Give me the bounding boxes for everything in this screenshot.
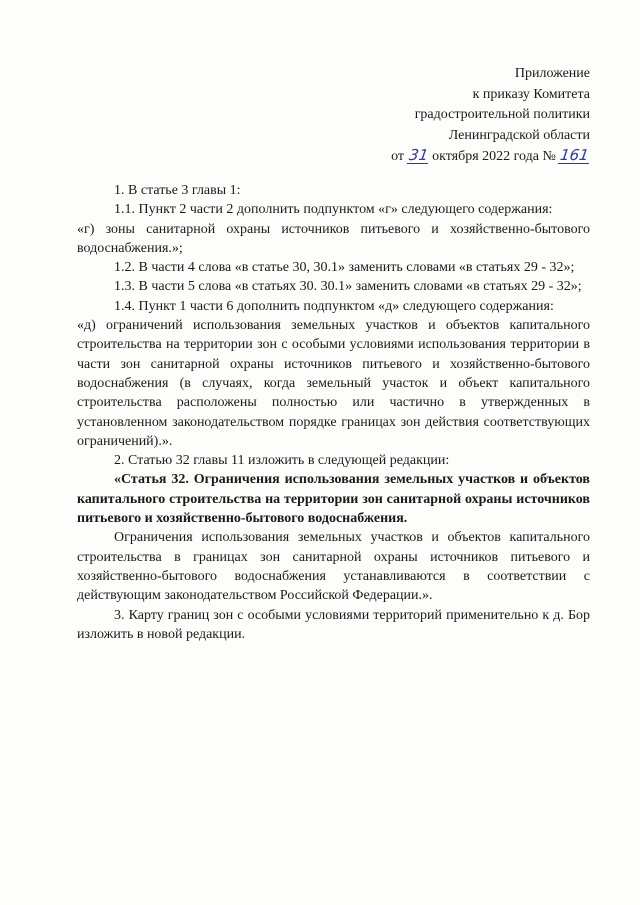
paragraph-3: 3. Карту границ зон с особыми условиями территорий применительно к д. Бор изложить в новой редакции. (77, 607, 590, 642)
appendix-date-line (391, 147, 590, 168)
handwritten-day: 31 (407, 145, 430, 164)
article-32-text: Ограничения использования земельных участков и объектов капитального строительства в границах зон санитарной охраны источников питьевого и хозяйственно-бытового водоснабжения устанавливаются в соответствии с действующим законодательством Российской Федерации.». (77, 530, 590, 604)
appendix-header (391, 64, 590, 168)
appendix-title: Приложение (514, 66, 590, 81)
document-body (77, 181, 590, 644)
paragraph-1-4: 1.4. Пункт 1 части 6 дополнить подпунктом «д» следующего содержания: (114, 298, 554, 314)
paragraph-1-3: 1.3. В части 5 слова «в статьях 30. 30.1» заменить словами «в статьях 29 - 32»; (114, 279, 582, 295)
paragraph-2: 2. Статью 32 главы 11 изложить в следующей редакции: (114, 453, 450, 469)
paragraph-1-1-text: «г) зоны санитарной охраны источников питьевого и хозяйственно-бытового водоснабжения.»; (77, 221, 590, 256)
appendix-committee: градостроительной политики (414, 107, 590, 123)
appendix-order-ref: к приказу Комитета (472, 86, 590, 102)
paragraph-1-1: 1.1. Пункт 2 части 2 дополнить подпунктом «г» следующего содержания: (114, 202, 553, 218)
paragraph-1: 1. В статье 3 главы 1: (114, 183, 241, 198)
handwritten-order-number: 161 (559, 145, 591, 164)
paragraph-1-2: 1.2. В части 4 слова «в статье 30, 30.1» заменить словами «в статьях 29 - 32»; (114, 260, 575, 276)
date-middle: октября 2022 года № (432, 148, 556, 164)
article-32-heading: «Статья 32. Ограничения использования земельных участков и объектов капитального строительства на территории зон санитарной охраны источников питьевого и хозяйственно-бытового водоснабжения. (77, 472, 590, 527)
paragraph-1-4-text: «д) ограничений использования земельных участков и объектов капитального строительства на территории зон с особыми условиями использования территории в части зон санитарной охраны источников питьевого и хозяйственно-бытового водоснабжения (в случаях, когда земельный участок и объект капитального строительства расположены полностью или частично в утвержденных в установленном законодательством порядке границах зон действия соответствующих ограничений).». (77, 318, 590, 449)
date-prefix: от (391, 148, 405, 164)
appendix-region: Ленинградской области (448, 128, 590, 144)
